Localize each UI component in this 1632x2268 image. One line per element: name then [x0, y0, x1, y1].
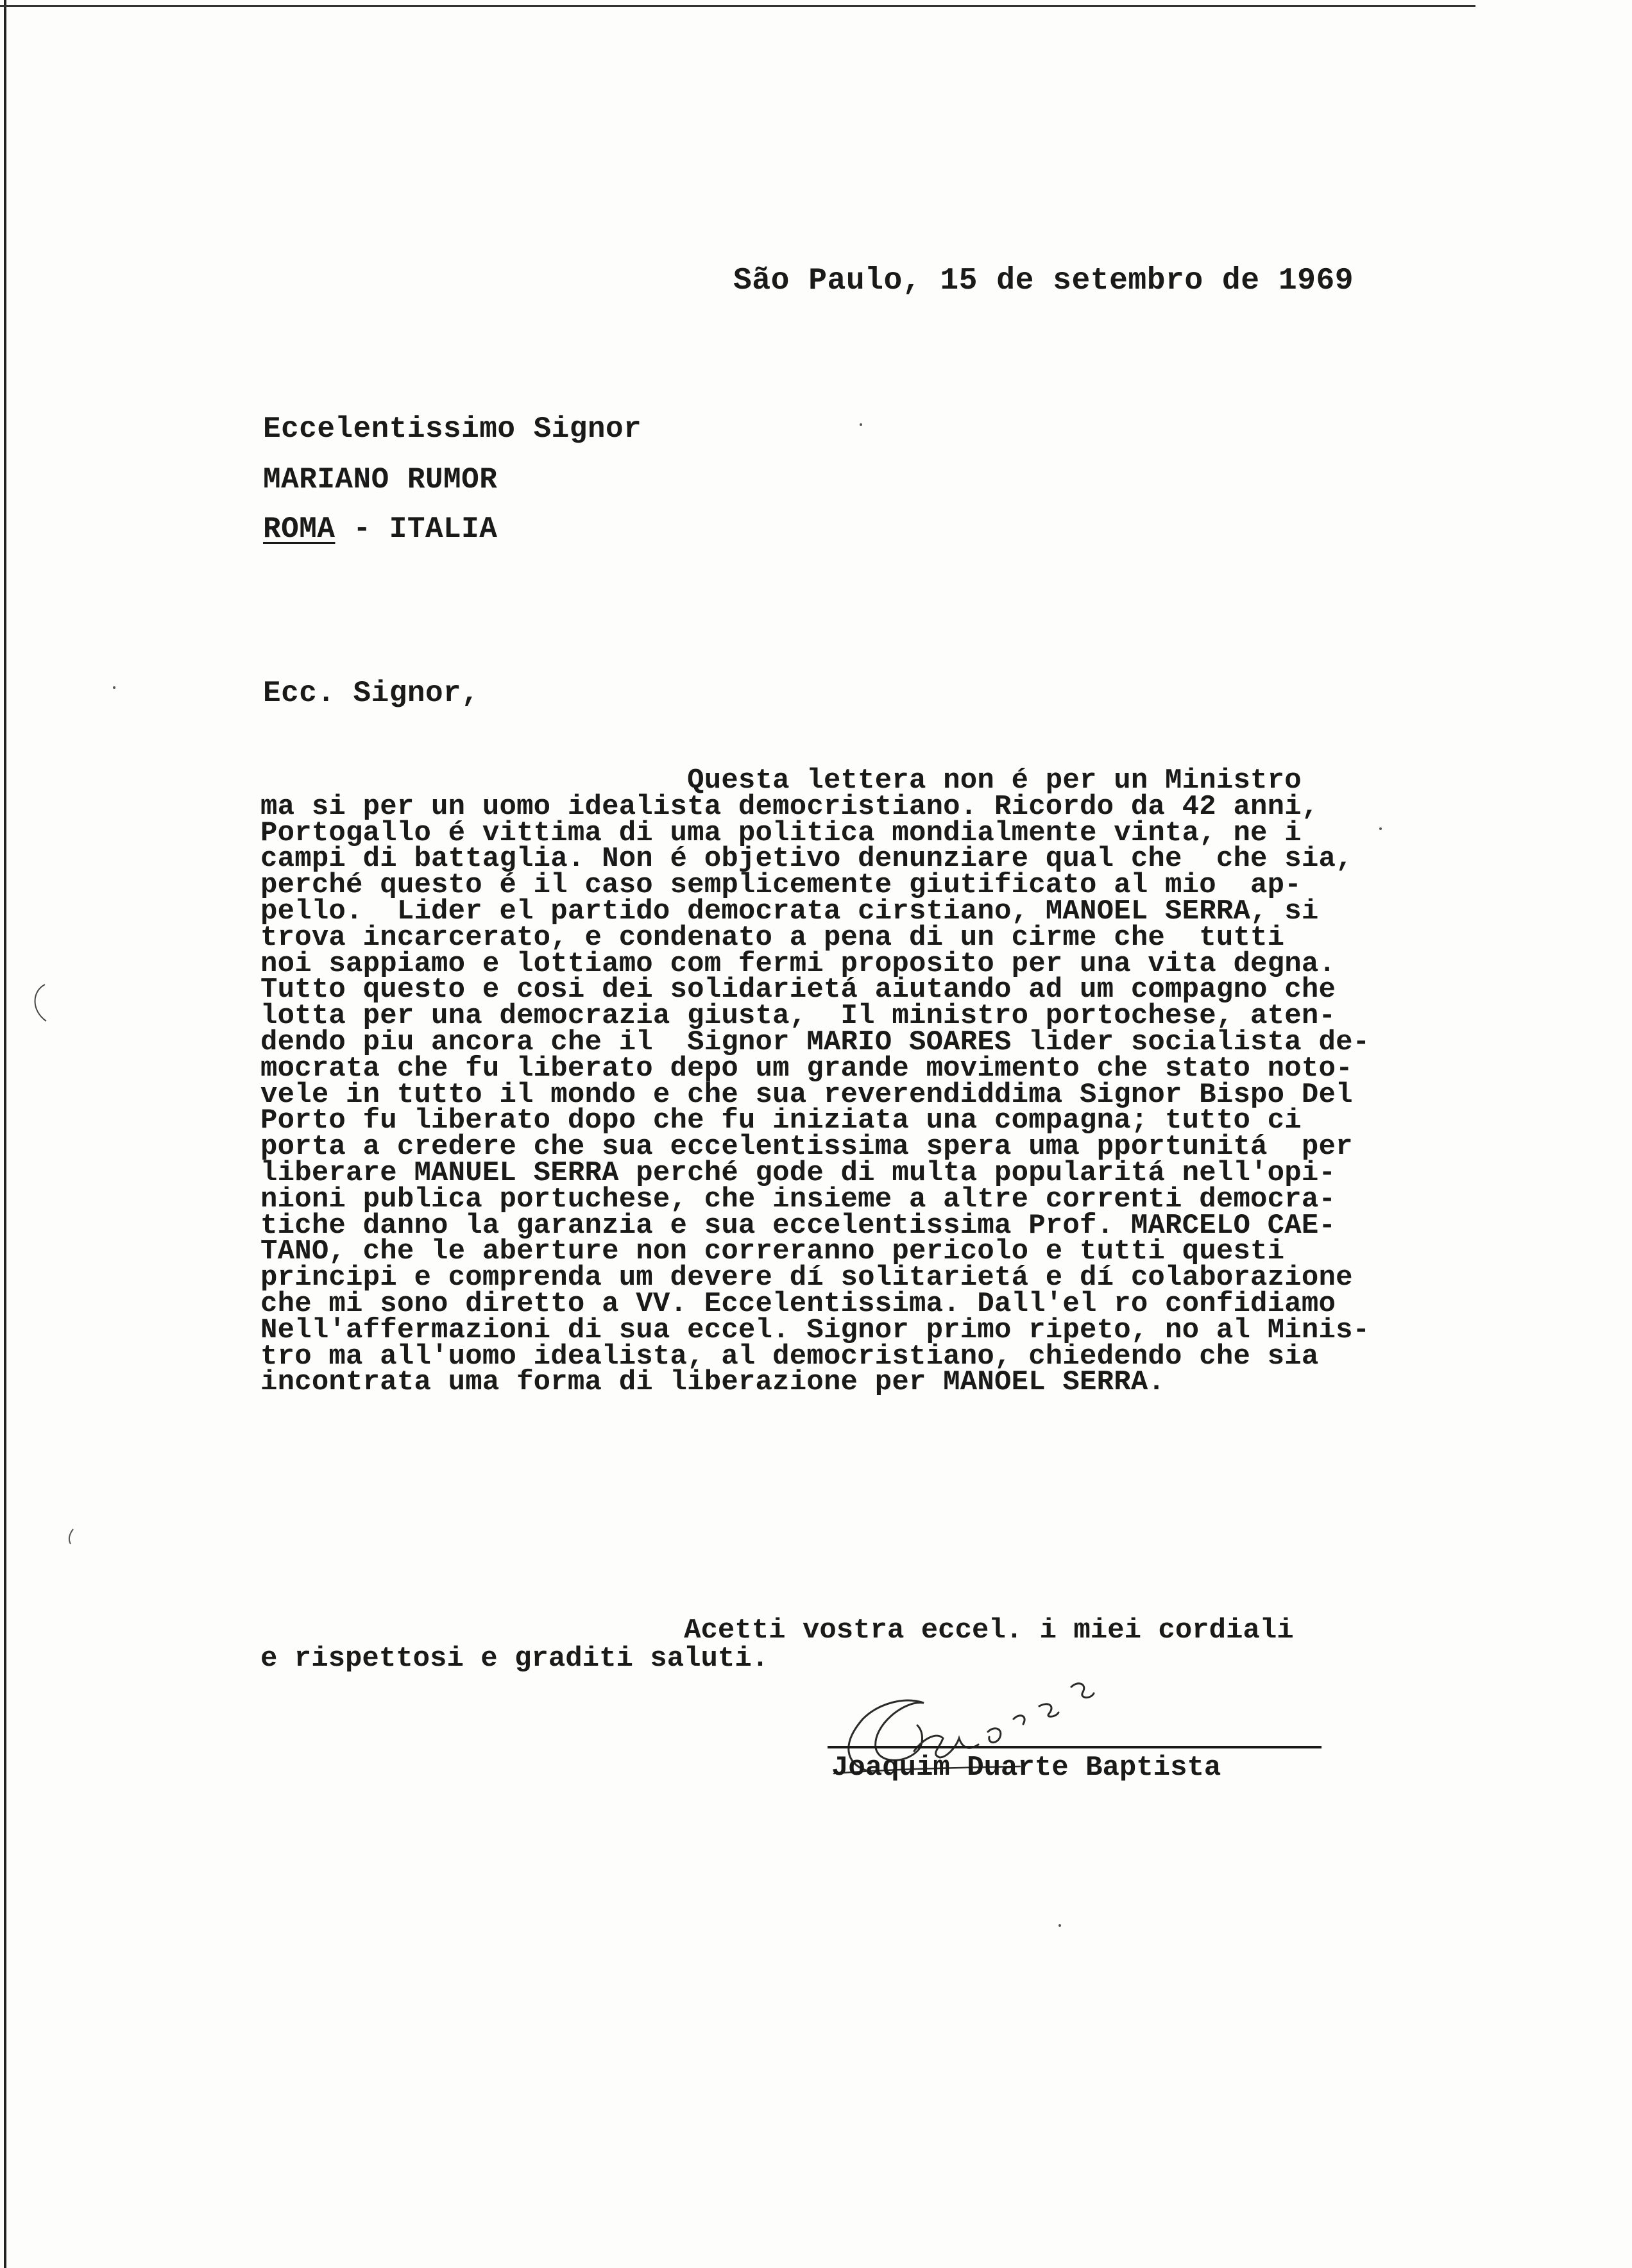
body-line: liberare MANUEL SERRA perché gode di multa popularitá nell'opi- [260, 1156, 1336, 1189]
body-line: campi di battaglia. Non é objetivo denunziare qual che che sia, [260, 843, 1353, 876]
body-line: ma si per un uomo idealista democristiano. Ricordo da 42 anni, [260, 790, 1319, 823]
closing-line: e rispettosi e graditi saluti. [260, 1643, 769, 1675]
body-line: lotta per una democrazia giusta, Il ministro portochese, aten- [260, 1000, 1336, 1033]
signature-line [828, 1746, 1322, 1748]
body-line: tiche danno la garanzia e sua eccelentissima Prof. MARCELO CAE- [260, 1209, 1336, 1242]
body-line: vele in tutto il mondo e che sua reverendiddima Signor Bispo Del [260, 1078, 1353, 1111]
body-line: perché questo é il caso semplicemente giutificato al mio ap- [260, 869, 1302, 902]
body-line: Porto fu liberato dopo che fu iniziata una compagna; tutto ci [260, 1104, 1302, 1137]
recipient-country: ITALIA [389, 512, 498, 546]
page-left-edge [4, 0, 6, 2268]
recipient-title: Eccelentissimo Signor [263, 412, 642, 446]
body-line: trova incarcerato, e condenato a pena di un cirme che tutti [260, 921, 1285, 954]
page-top-edge [0, 5, 1475, 7]
body-line: incontrata uma forma di liberazione per MANOEL SERRA. [260, 1366, 1166, 1399]
body-line: mocrata che fu liberato depo um grande movimento che stato noto- [260, 1052, 1353, 1085]
recipient-location [263, 514, 497, 544]
recipient-separator: - [335, 512, 389, 546]
body-line: TANO, che le aberture non correranno pericolo e tutti questi [260, 1235, 1285, 1268]
body-line: Nell'affermazioni di sua eccel. Signor primo ripeto, no al Minis- [260, 1314, 1370, 1346]
body-line: principi e comprenda um devere dí solitarietá e dí colaborazione [260, 1262, 1353, 1294]
body-line: Tutto questo e cosi dei solidarietá aiutando ad um compagno che [260, 974, 1336, 1006]
signer-name: Joaquim Duarte Baptista [831, 1752, 1221, 1784]
recipient-city: ROMA [263, 512, 336, 546]
body-line: dendo piu ancora che il Signor MARIO SOARES lider socialista de- [260, 1026, 1370, 1058]
paper-speck [1379, 827, 1382, 830]
closing-line: Acetti vostra eccel. i miei cordiali [260, 1614, 1294, 1646]
body-line: che mi sono diretto a VV. Eccelentissima. Dall'el ro confidiamo [260, 1287, 1336, 1320]
body-line: noi sappiamo e lottiamo com fermi proposito per una vita degna. [260, 947, 1336, 980]
paper-speck [1058, 1924, 1061, 1927]
dateline: São Paulo, 15 de setembro de 1969 [733, 264, 1354, 298]
letter-body [260, 765, 1518, 1399]
margin-mark [64, 1527, 77, 1546]
body-line: porta a credere che sua eccelentissima spera uma pportunitá per [260, 1131, 1353, 1164]
paper-speck [113, 686, 115, 689]
paper-speck [860, 423, 862, 426]
body-line: pello. Lider el partido democrata cirstiano, MANOEL SERRA, si [260, 895, 1319, 927]
body-line: Portogallo é vittima di uma politica mondialmente vinta, ne i [260, 817, 1302, 849]
salutation: Ecc. Signor, [263, 677, 480, 710]
body-line: nioni publica portuchese, che insieme a altre correnti democra- [260, 1183, 1336, 1215]
recipient-name: MARIANO RUMOR [263, 463, 498, 496]
margin-mark [26, 981, 51, 1026]
body-line: Questa lettera non é per un Ministro [260, 765, 1302, 797]
body-line: tro ma all'uomo idealista, al democristiano, chiedendo che sia [260, 1340, 1319, 1373]
